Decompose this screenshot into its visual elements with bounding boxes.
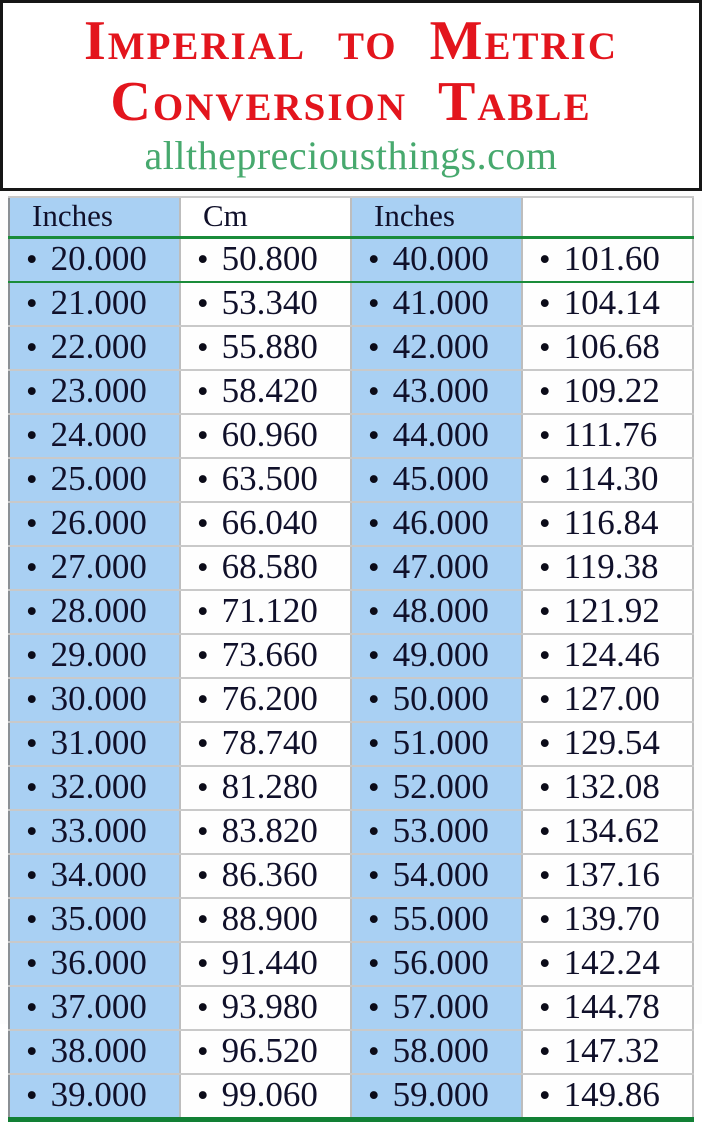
bullet-icon: • xyxy=(368,374,380,410)
bullet-icon: • xyxy=(368,858,380,894)
bullet-icon: • xyxy=(197,902,209,938)
cell-value: 29.000 xyxy=(50,635,147,674)
cm-cell xyxy=(522,854,693,898)
bullet-icon: • xyxy=(26,726,38,762)
cell-value: 46.000 xyxy=(392,503,489,542)
table-row xyxy=(9,282,693,326)
col-header-cm-right xyxy=(522,197,693,238)
cell-value: 114.30 xyxy=(563,459,659,498)
cell-value: 27.000 xyxy=(50,547,147,586)
website-url: allthepreciousthings.com xyxy=(144,133,558,178)
bullet-icon: • xyxy=(197,1034,209,1070)
bullet-icon: • xyxy=(197,242,209,278)
cell-value: 42.000 xyxy=(392,327,489,366)
cm-cell xyxy=(180,678,351,722)
cell-value: 76.200 xyxy=(221,679,318,718)
bullet-icon: • xyxy=(26,242,38,278)
cell-value: 24.000 xyxy=(50,415,147,454)
bullet-icon: • xyxy=(368,682,380,718)
cell-value: 58.420 xyxy=(221,371,318,410)
inches-cell xyxy=(351,414,522,458)
bullet-icon: • xyxy=(368,990,380,1026)
cell-value: 30.000 xyxy=(50,679,147,718)
cell-value: 81.280 xyxy=(221,767,318,806)
table-row xyxy=(9,370,693,414)
title-box xyxy=(0,0,702,191)
bullet-icon: • xyxy=(539,286,551,322)
cell-value: 39.000 xyxy=(50,1075,147,1114)
bullet-icon: • xyxy=(368,902,380,938)
bullet-icon: • xyxy=(539,902,551,938)
page-title-line1: Imperial to Metric xyxy=(84,10,618,72)
col-header-cm-left: Cm xyxy=(180,197,351,238)
cell-value: 53.340 xyxy=(221,283,318,322)
bullet-icon: • xyxy=(26,506,38,542)
inches-cell xyxy=(351,502,522,546)
cell-value: 35.000 xyxy=(50,899,147,938)
table-row xyxy=(9,326,693,370)
bullet-icon: • xyxy=(539,242,551,278)
cell-value: 45.000 xyxy=(392,459,489,498)
bullet-icon: • xyxy=(539,990,551,1026)
inches-cell xyxy=(351,810,522,854)
bullet-icon: • xyxy=(26,374,38,410)
inches-cell xyxy=(9,1030,180,1074)
cell-value: 83.820 xyxy=(221,811,318,850)
bullet-icon: • xyxy=(368,1078,380,1114)
bullet-icon: • xyxy=(368,1034,380,1070)
inches-cell xyxy=(9,942,180,986)
cm-cell xyxy=(180,414,351,458)
bullet-icon: • xyxy=(539,726,551,762)
inches-cell xyxy=(9,1074,180,1120)
bullet-icon: • xyxy=(539,374,551,410)
cell-value: 58.000 xyxy=(392,1031,489,1070)
cell-value: 116.84 xyxy=(563,503,659,542)
cell-value: 20.000 xyxy=(50,239,147,278)
cell-value: 63.500 xyxy=(221,459,318,498)
inches-cell xyxy=(9,546,180,590)
cell-value: 22.000 xyxy=(50,327,147,366)
cell-value: 36.000 xyxy=(50,943,147,982)
cell-value: 56.000 xyxy=(392,943,489,982)
inches-cell xyxy=(9,326,180,370)
bullet-icon: • xyxy=(197,506,209,542)
cm-cell xyxy=(180,854,351,898)
inches-cell xyxy=(9,986,180,1030)
cm-cell xyxy=(522,898,693,942)
cm-cell xyxy=(180,1030,351,1074)
cell-value: 37.000 xyxy=(50,987,147,1026)
inches-cell xyxy=(351,238,522,283)
bullet-icon: • xyxy=(26,770,38,806)
bullet-icon: • xyxy=(26,1034,38,1070)
bullet-icon: • xyxy=(197,638,209,674)
cell-value: 38.000 xyxy=(50,1031,147,1070)
bullet-icon: • xyxy=(197,594,209,630)
cell-value: 99.060 xyxy=(221,1075,318,1114)
cell-value: 25.000 xyxy=(50,459,147,498)
table-row xyxy=(9,986,693,1030)
table-row xyxy=(9,942,693,986)
cm-cell xyxy=(522,326,693,370)
bullet-icon: • xyxy=(539,638,551,674)
inches-cell xyxy=(351,326,522,370)
bullet-icon: • xyxy=(26,330,38,366)
cm-cell xyxy=(522,810,693,854)
cell-value: 101.60 xyxy=(563,239,660,278)
bullet-icon: • xyxy=(539,550,551,586)
bullet-icon: • xyxy=(26,286,38,322)
table-row xyxy=(9,722,693,766)
cell-value: 134.62 xyxy=(563,811,660,850)
bullet-icon: • xyxy=(368,462,380,498)
table-row xyxy=(9,546,693,590)
inches-cell xyxy=(9,854,180,898)
bullet-icon: • xyxy=(539,506,551,542)
cell-value: 129.54 xyxy=(563,723,660,762)
bullet-icon: • xyxy=(368,330,380,366)
inches-cell xyxy=(9,282,180,326)
bullet-icon: • xyxy=(368,946,380,982)
cell-value: 109.22 xyxy=(563,371,660,410)
cell-value: 23.000 xyxy=(50,371,147,410)
bullet-icon: • xyxy=(539,1034,551,1070)
inches-cell xyxy=(351,1074,522,1120)
cm-cell xyxy=(180,238,351,283)
cell-value: 57.000 xyxy=(392,987,489,1026)
bullet-icon: • xyxy=(197,814,209,850)
inches-cell xyxy=(351,458,522,502)
cell-value: 149.86 xyxy=(563,1075,660,1114)
cell-value: 60.960 xyxy=(221,415,318,454)
cm-cell xyxy=(180,766,351,810)
inches-cell xyxy=(9,810,180,854)
table-row xyxy=(9,238,693,283)
cell-value: 104.14 xyxy=(563,283,660,322)
bullet-icon: • xyxy=(197,858,209,894)
cm-cell xyxy=(522,986,693,1030)
bullet-icon: • xyxy=(197,990,209,1026)
bullet-icon: • xyxy=(26,902,38,938)
cell-value: 40.000 xyxy=(392,239,489,278)
cm-cell xyxy=(522,370,693,414)
bullet-icon: • xyxy=(368,550,380,586)
bullet-icon: • xyxy=(26,418,38,454)
inches-cell xyxy=(351,942,522,986)
bullet-icon: • xyxy=(197,286,209,322)
cell-value: 44.000 xyxy=(392,415,489,454)
bullet-icon: • xyxy=(539,1078,551,1114)
cm-cell xyxy=(522,590,693,634)
cm-cell xyxy=(522,766,693,810)
cell-value: 55.000 xyxy=(392,899,489,938)
cell-value: 137.16 xyxy=(563,855,660,894)
cell-value: 147.32 xyxy=(563,1031,660,1070)
bullet-icon: • xyxy=(197,726,209,762)
inches-cell xyxy=(351,722,522,766)
cell-value: 121.92 xyxy=(563,591,660,630)
bullet-icon: • xyxy=(197,770,209,806)
cm-cell xyxy=(522,1074,693,1120)
bullet-icon: • xyxy=(539,858,551,894)
inches-cell xyxy=(351,898,522,942)
cm-cell xyxy=(522,502,693,546)
inches-cell xyxy=(9,590,180,634)
inches-cell xyxy=(351,634,522,678)
cell-value: 41.000 xyxy=(392,283,489,322)
bullet-icon: • xyxy=(197,462,209,498)
cm-cell xyxy=(180,634,351,678)
cell-value: 127.00 xyxy=(563,679,660,718)
bullet-icon: • xyxy=(26,682,38,718)
bullet-icon: • xyxy=(368,286,380,322)
cell-value: 51.000 xyxy=(392,723,489,762)
cell-value: 47.000 xyxy=(392,547,489,586)
table-row xyxy=(9,414,693,458)
bullet-icon: • xyxy=(539,594,551,630)
cell-value: 68.580 xyxy=(221,547,318,586)
cell-value: 49.000 xyxy=(392,635,489,674)
bullet-icon: • xyxy=(368,242,380,278)
table-row xyxy=(9,854,693,898)
inches-cell xyxy=(9,502,180,546)
cm-cell xyxy=(180,986,351,1030)
inches-cell xyxy=(9,370,180,414)
bullet-icon: • xyxy=(26,638,38,674)
bullet-icon: • xyxy=(539,330,551,366)
cell-value: 78.740 xyxy=(221,723,318,762)
bullet-icon: • xyxy=(26,594,38,630)
bullet-icon: • xyxy=(368,506,380,542)
cell-value: 119.38 xyxy=(563,547,659,586)
bullet-icon: • xyxy=(197,1078,209,1114)
cell-value: 31.000 xyxy=(50,723,147,762)
inches-cell xyxy=(351,766,522,810)
bullet-icon: • xyxy=(539,418,551,454)
cell-value: 144.78 xyxy=(563,987,660,1026)
cell-value: 142.24 xyxy=(563,943,660,982)
bullet-icon: • xyxy=(539,946,551,982)
cm-cell xyxy=(180,722,351,766)
cm-cell xyxy=(522,678,693,722)
cell-value: 53.000 xyxy=(392,811,489,850)
cell-value: 88.900 xyxy=(221,899,318,938)
cell-value: 26.000 xyxy=(50,503,147,542)
inches-cell xyxy=(351,854,522,898)
bullet-icon: • xyxy=(26,550,38,586)
table-row xyxy=(9,1030,693,1074)
cell-value: 28.000 xyxy=(50,591,147,630)
inches-cell xyxy=(9,898,180,942)
cm-cell xyxy=(180,546,351,590)
bullet-icon: • xyxy=(539,814,551,850)
bullet-icon: • xyxy=(197,374,209,410)
col-header-inches-left: Inches xyxy=(9,197,180,238)
cell-value: 52.000 xyxy=(392,767,489,806)
bullet-icon: • xyxy=(26,814,38,850)
bullet-icon: • xyxy=(368,726,380,762)
bullet-icon: • xyxy=(368,814,380,850)
cell-value: 71.120 xyxy=(221,591,318,630)
cell-value: 32.000 xyxy=(50,767,147,806)
cm-cell xyxy=(522,282,693,326)
cell-value: 124.46 xyxy=(563,635,660,674)
bullet-icon: • xyxy=(539,462,551,498)
table-body xyxy=(9,238,693,1120)
inches-cell xyxy=(9,458,180,502)
cell-value: 43.000 xyxy=(392,371,489,410)
bullet-icon: • xyxy=(26,946,38,982)
cell-value: 33.000 xyxy=(50,811,147,850)
bullet-icon: • xyxy=(197,946,209,982)
inches-cell xyxy=(9,678,180,722)
cell-value: 139.70 xyxy=(563,899,660,938)
cm-cell xyxy=(522,942,693,986)
inches-cell xyxy=(351,282,522,326)
cell-value: 132.08 xyxy=(563,767,660,806)
table-row xyxy=(9,1074,693,1120)
bullet-icon: • xyxy=(26,858,38,894)
table-header xyxy=(9,197,693,238)
cm-cell xyxy=(522,634,693,678)
cell-value: 55.880 xyxy=(221,327,318,366)
bullet-icon: • xyxy=(197,682,209,718)
table-row xyxy=(9,810,693,854)
cm-cell xyxy=(180,502,351,546)
bullet-icon: • xyxy=(197,550,209,586)
table-row xyxy=(9,458,693,502)
cm-cell xyxy=(180,326,351,370)
table-row xyxy=(9,590,693,634)
conversion-table xyxy=(8,196,694,1122)
bullet-icon: • xyxy=(368,594,380,630)
cm-cell xyxy=(180,898,351,942)
bullet-icon: • xyxy=(26,462,38,498)
cm-cell xyxy=(522,458,693,502)
cm-cell xyxy=(180,458,351,502)
cell-value: 91.440 xyxy=(221,943,318,982)
inches-cell xyxy=(351,546,522,590)
cell-value: 111.76 xyxy=(563,415,658,454)
cell-value: 59.000 xyxy=(392,1075,489,1114)
table-row xyxy=(9,634,693,678)
table-row xyxy=(9,766,693,810)
cell-value: 34.000 xyxy=(50,855,147,894)
bullet-icon: • xyxy=(26,1078,38,1114)
cm-cell xyxy=(180,370,351,414)
cell-value: 73.660 xyxy=(221,635,318,674)
cell-value: 50.800 xyxy=(221,239,318,278)
bullet-icon: • xyxy=(368,638,380,674)
table-row xyxy=(9,678,693,722)
cm-cell xyxy=(180,1074,351,1120)
inches-cell xyxy=(351,370,522,414)
cell-value: 96.520 xyxy=(221,1031,318,1070)
bullet-icon: • xyxy=(197,330,209,366)
inches-cell xyxy=(9,722,180,766)
inches-cell xyxy=(351,986,522,1030)
col-header-inches-right: Inches xyxy=(351,197,522,238)
inches-cell xyxy=(9,238,180,283)
cm-cell xyxy=(522,1030,693,1074)
cm-cell xyxy=(522,414,693,458)
bullet-icon: • xyxy=(539,770,551,806)
cell-value: 21.000 xyxy=(50,283,147,322)
bullet-icon: • xyxy=(368,770,380,806)
table-row xyxy=(9,502,693,546)
cell-value: 50.000 xyxy=(392,679,489,718)
cm-cell xyxy=(522,722,693,766)
cell-value: 66.040 xyxy=(221,503,318,542)
cm-cell xyxy=(180,810,351,854)
inches-cell xyxy=(9,414,180,458)
bullet-icon: • xyxy=(368,418,380,454)
inches-cell xyxy=(351,1030,522,1074)
cm-cell xyxy=(522,238,693,283)
cell-value: 93.980 xyxy=(221,987,318,1026)
inches-cell xyxy=(9,634,180,678)
cm-cell xyxy=(522,546,693,590)
inches-cell xyxy=(351,590,522,634)
cm-cell xyxy=(180,590,351,634)
page-title-line2: Conversion Table xyxy=(110,71,592,133)
bullet-icon: • xyxy=(197,418,209,454)
inches-cell xyxy=(9,766,180,810)
conversion-table-wrapper xyxy=(8,196,694,1122)
cell-value: 54.000 xyxy=(392,855,489,894)
cm-cell xyxy=(180,282,351,326)
cell-value: 106.68 xyxy=(563,327,660,366)
table-header-row xyxy=(9,197,693,238)
bullet-icon: • xyxy=(26,990,38,1026)
cell-value: 48.000 xyxy=(392,591,489,630)
inches-cell xyxy=(351,678,522,722)
cm-cell xyxy=(180,942,351,986)
table-row xyxy=(9,898,693,942)
cell-value: 86.360 xyxy=(221,855,318,894)
bullet-icon: • xyxy=(539,682,551,718)
